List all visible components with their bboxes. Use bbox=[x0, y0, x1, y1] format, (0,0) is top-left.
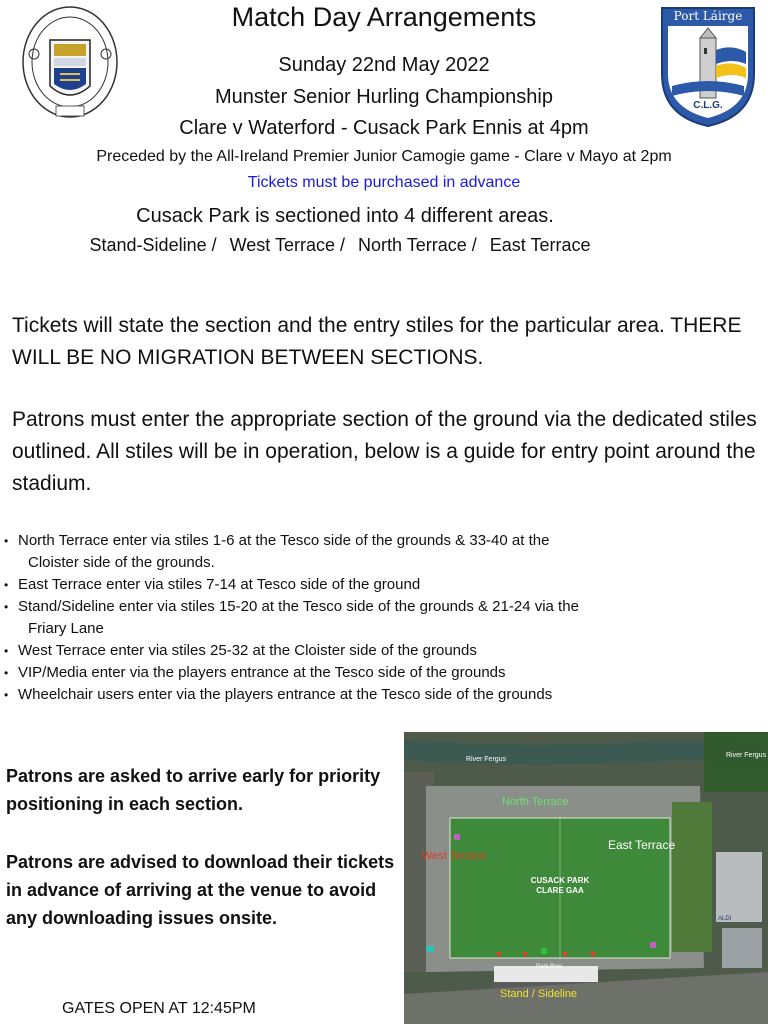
map-label-road: Park Row bbox=[536, 964, 563, 970]
crest-top-text: Port Láirge bbox=[673, 9, 743, 23]
list-item bbox=[0, 574, 760, 596]
area-north: North Terrace / bbox=[358, 235, 477, 255]
map-label-tesco: ALDI bbox=[718, 916, 732, 922]
stadium-map bbox=[404, 732, 768, 1024]
bullet-line: Wheelchair users enter via the players entrance at the Tesco side of the grounds bbox=[18, 686, 553, 703]
tickets-advance: Tickets must be purchased in advance bbox=[247, 174, 521, 191]
list-item bbox=[0, 596, 760, 640]
sections-intro: Cusack Park is sectioned into 4 different areas. bbox=[136, 205, 554, 227]
sections-list bbox=[0, 235, 680, 256]
bullet-line: Stand/Sideline enter via stiles 15-20 at the Tesco side of the grounds & 21-24 via the bbox=[18, 598, 579, 615]
competition: Munster Senior Hurling Championship bbox=[215, 86, 553, 108]
map-label-river1: River Fergus bbox=[466, 756, 507, 763]
map-label-pitch2: CLARE GAA bbox=[536, 886, 584, 895]
list-item bbox=[0, 530, 760, 574]
bullet-line-cont: Friary Lane bbox=[28, 620, 104, 637]
list-item bbox=[0, 662, 760, 684]
match-date: Sunday 22nd May 2022 bbox=[278, 54, 490, 76]
stiles-list bbox=[0, 530, 760, 706]
ticket-info-paragraph: Tickets will state the section and the entry stiles for the particular area. THERE WILL BE NO MIGRATION BETWEEN SECTIONS. bbox=[12, 314, 742, 369]
gates-open: GATES OPEN AT 12:45PM bbox=[62, 1000, 256, 1017]
bullet-line: VIP/Media enter via the players entrance at the Tesco side of the grounds bbox=[18, 664, 506, 681]
preceded-by: Preceded by the All-Ireland Premier Junior Camogie game - Clare v Mayo at 2pm bbox=[96, 148, 672, 165]
map-label-east: East Terrace bbox=[608, 838, 676, 852]
map-label-pitch1: CUSACK PARK bbox=[530, 876, 590, 885]
map-label-west: West Terrace bbox=[422, 850, 487, 862]
arrive-early-note: Patrons are asked to arrive early for priority positioning in each section. bbox=[6, 766, 381, 814]
bullet-line-cont: Cloister side of the grounds. bbox=[28, 554, 215, 571]
bullet-line: West Terrace enter via stiles 25-32 at the Cloister side of the grounds bbox=[18, 642, 477, 659]
page-title: Match Day Arrangements bbox=[231, 2, 537, 32]
download-note: Patrons are advised to download their tickets in advance of arriving at the venue to avoid any downloading issues onsite. bbox=[6, 852, 395, 928]
list-item bbox=[0, 684, 760, 706]
map-label-stand: Stand / Sideline bbox=[500, 988, 578, 1000]
bullet-line: East Terrace enter via stiles 7-14 at Tesco side of the ground bbox=[18, 576, 421, 593]
entry-info-paragraph: Patrons must enter the appropriate section of the ground via the dedicated stiles outlined. All stiles will be in operation, below is a guide for entry point around the stadium. bbox=[12, 408, 757, 495]
list-item bbox=[0, 640, 760, 662]
match-info: Clare v Waterford - Cusack Park Ennis at 4pm bbox=[179, 117, 589, 139]
bullet-line: North Terrace enter via stiles 1-6 at the Tesco side of the grounds & 33-40 at the bbox=[18, 532, 550, 549]
area-east: East Terrace bbox=[489, 235, 591, 255]
area-stand: Stand-Sideline / bbox=[89, 235, 217, 255]
map-label-river2: River Fergus bbox=[726, 752, 767, 759]
crest-bottom-text: C.L.G. bbox=[693, 100, 723, 111]
map-label-north: North Terrace bbox=[502, 796, 569, 808]
area-west: West Terrace / bbox=[229, 235, 345, 255]
